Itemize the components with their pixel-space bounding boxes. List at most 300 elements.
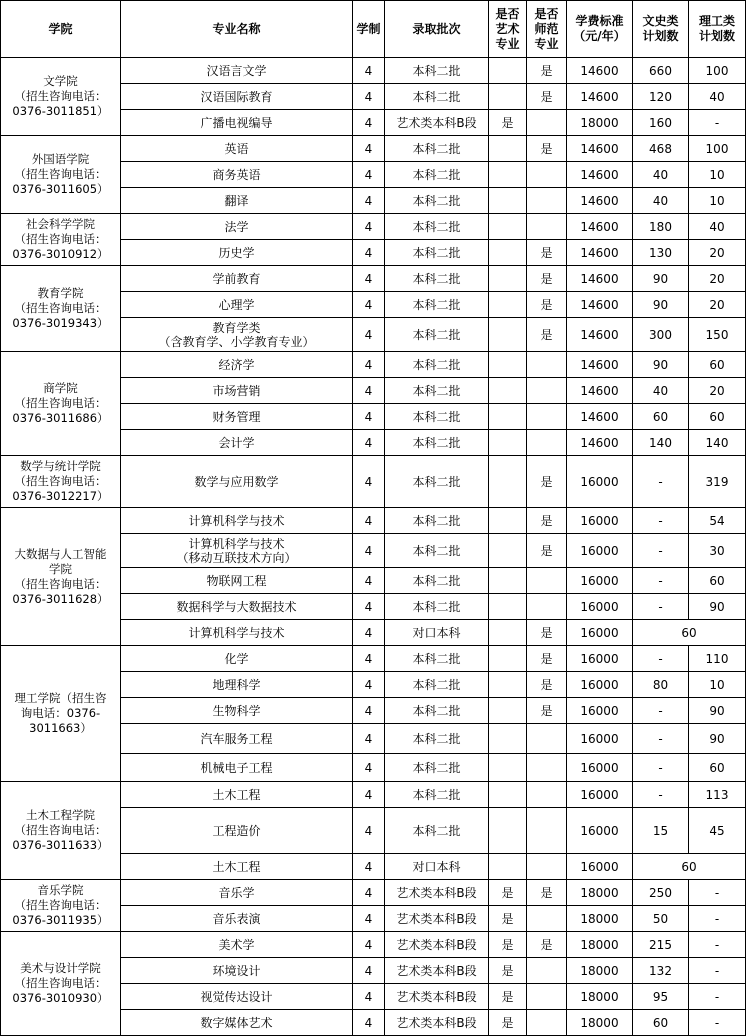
ligong-plan-cell: 60: [689, 404, 746, 430]
wenshi-plan-cell: 90: [633, 352, 689, 378]
table-row: [1, 880, 746, 906]
art-flag-cell: [489, 698, 527, 724]
batch-cell: 艺术类本科B段: [385, 932, 489, 958]
batch-cell: 本科二批: [385, 808, 489, 854]
table-row: [1, 136, 746, 162]
art-flag-cell: 是: [489, 880, 527, 906]
years-cell: 4: [353, 508, 385, 534]
fee-cell: 16000: [567, 808, 633, 854]
college-name: 理工学院（招生咨 询电话：0376- 3011663）: [1, 646, 121, 782]
normal-flag-cell: 是: [527, 698, 567, 724]
college-name: 数学与统计学院 （招生咨询电话： 0376-3012217）: [1, 456, 121, 508]
art-flag-cell: 是: [489, 958, 527, 984]
normal-flag-cell: 是: [527, 266, 567, 292]
batch-cell: 本科二批: [385, 188, 489, 214]
years-cell: 4: [353, 378, 385, 404]
years-cell: 4: [353, 672, 385, 698]
batch-cell: 本科二批: [385, 136, 489, 162]
wenshi-plan-cell: 50: [633, 906, 689, 932]
ligong-plan-cell: 40: [689, 214, 746, 240]
ligong-plan-cell: 20: [689, 292, 746, 318]
major-name: 法学: [121, 214, 353, 240]
wenshi-plan-cell: -: [633, 724, 689, 754]
art-flag-cell: [489, 808, 527, 854]
wenshi-plan-cell: 90: [633, 266, 689, 292]
table-row: [1, 456, 746, 508]
ligong-plan-cell: 10: [689, 188, 746, 214]
wenshi-plan-cell: -: [633, 594, 689, 620]
years-cell: 4: [353, 594, 385, 620]
normal-flag-cell: 是: [527, 136, 567, 162]
combined-plan-cell: 60: [633, 620, 746, 646]
fee-cell: 14600: [567, 162, 633, 188]
years-cell: 4: [353, 456, 385, 508]
wenshi-plan-cell: 40: [633, 188, 689, 214]
batch-cell: 本科二批: [385, 568, 489, 594]
major-name: 学前教育: [121, 266, 353, 292]
fee-cell: 16000: [567, 594, 633, 620]
major-name: 汉语言文学: [121, 58, 353, 84]
art-flag-cell: [489, 292, 527, 318]
major-name: 会计学: [121, 430, 353, 456]
art-flag-cell: [489, 214, 527, 240]
years-cell: 4: [353, 568, 385, 594]
normal-flag-cell: [527, 808, 567, 854]
ligong-plan-cell: 319: [689, 456, 746, 508]
fee-cell: 18000: [567, 984, 633, 1010]
art-flag-cell: [489, 456, 527, 508]
wenshi-plan-cell: -: [633, 698, 689, 724]
major-name: 数学与应用数学: [121, 456, 353, 508]
normal-flag-cell: 是: [527, 880, 567, 906]
batch-cell: 本科二批: [385, 534, 489, 568]
major-name: 汽车服务工程: [121, 724, 353, 754]
art-flag-cell: [489, 240, 527, 266]
major-name: 地理科学: [121, 672, 353, 698]
ligong-plan-cell: 90: [689, 698, 746, 724]
batch-cell: 本科二批: [385, 266, 489, 292]
major-name: 计算机科学与技术: [121, 620, 353, 646]
fee-cell: 16000: [567, 782, 633, 808]
table-row: [1, 782, 746, 808]
art-flag-cell: [489, 782, 527, 808]
ligong-plan-cell: 45: [689, 808, 746, 854]
fee-cell: 18000: [567, 110, 633, 136]
normal-flag-cell: [527, 352, 567, 378]
wenshi-plan-cell: 660: [633, 58, 689, 84]
ligong-plan-cell: 30: [689, 534, 746, 568]
batch-cell: 本科二批: [385, 782, 489, 808]
wenshi-plan-cell: 60: [633, 404, 689, 430]
years-cell: 4: [353, 214, 385, 240]
ligong-plan-cell: -: [689, 880, 746, 906]
fee-cell: 14600: [567, 84, 633, 110]
normal-flag-cell: [527, 430, 567, 456]
years-cell: 4: [353, 958, 385, 984]
normal-flag-cell: [527, 1010, 567, 1036]
years-cell: 4: [353, 932, 385, 958]
major-name: 商务英语: [121, 162, 353, 188]
art-flag-cell: [489, 534, 527, 568]
major-name: 环境设计: [121, 958, 353, 984]
wenshi-plan-cell: -: [633, 456, 689, 508]
ligong-plan-cell: 10: [689, 672, 746, 698]
combined-plan-cell: 60: [633, 854, 746, 880]
years-cell: 4: [353, 240, 385, 266]
normal-flag-cell: 是: [527, 932, 567, 958]
years-cell: 4: [353, 110, 385, 136]
normal-flag-cell: 是: [527, 534, 567, 568]
college-name: 土木工程学院 （招生咨询电话： 0376-3011633）: [1, 782, 121, 880]
batch-cell: 本科二批: [385, 724, 489, 754]
fee-cell: 18000: [567, 1010, 633, 1036]
table-row: [1, 646, 746, 672]
batch-cell: 本科二批: [385, 430, 489, 456]
fee-cell: 16000: [567, 534, 633, 568]
normal-flag-cell: [527, 110, 567, 136]
normal-flag-cell: 是: [527, 318, 567, 352]
normal-flag-cell: [527, 594, 567, 620]
years-cell: 4: [353, 1010, 385, 1036]
normal-flag-cell: [527, 906, 567, 932]
normal-flag-cell: [527, 188, 567, 214]
batch-cell: 本科二批: [385, 292, 489, 318]
fee-cell: 14600: [567, 136, 633, 162]
batch-cell: 本科二批: [385, 352, 489, 378]
fee-cell: 16000: [567, 456, 633, 508]
wenshi-plan-cell: -: [633, 754, 689, 782]
ligong-plan-cell: 60: [689, 568, 746, 594]
years-cell: 4: [353, 430, 385, 456]
normal-flag-cell: 是: [527, 240, 567, 266]
fee-cell: 18000: [567, 958, 633, 984]
ligong-plan-cell: 60: [689, 352, 746, 378]
batch-cell: 本科二批: [385, 508, 489, 534]
wenshi-plan-cell: 95: [633, 984, 689, 1010]
college-name: 商学院 （招生咨询电话： 0376-3011686）: [1, 352, 121, 456]
college-name: 文学院 （招生咨询电话： 0376-3011851）: [1, 58, 121, 136]
wenshi-plan-cell: 80: [633, 672, 689, 698]
header-art: 是否 艺术 专业: [489, 1, 527, 58]
batch-cell: 本科二批: [385, 404, 489, 430]
fee-cell: 16000: [567, 724, 633, 754]
fee-cell: 16000: [567, 854, 633, 880]
years-cell: 4: [353, 646, 385, 672]
art-flag-cell: [489, 404, 527, 430]
batch-cell: 对口本科: [385, 854, 489, 880]
table-row: [1, 266, 746, 292]
batch-cell: 本科二批: [385, 754, 489, 782]
ligong-plan-cell: 100: [689, 58, 746, 84]
major-name: 汉语国际教育: [121, 84, 353, 110]
art-flag-cell: 是: [489, 906, 527, 932]
art-flag-cell: [489, 430, 527, 456]
normal-flag-cell: 是: [527, 672, 567, 698]
ligong-plan-cell: 40: [689, 84, 746, 110]
wenshi-plan-cell: 140: [633, 430, 689, 456]
major-name: 化学: [121, 646, 353, 672]
batch-cell: 本科二批: [385, 378, 489, 404]
fee-cell: 16000: [567, 508, 633, 534]
table-row: [1, 508, 746, 534]
wenshi-plan-cell: 120: [633, 84, 689, 110]
ligong-plan-cell: -: [689, 1010, 746, 1036]
major-name: 土木工程: [121, 854, 353, 880]
art-flag-cell: [489, 378, 527, 404]
ligong-plan-cell: -: [689, 110, 746, 136]
art-flag-cell: 是: [489, 1010, 527, 1036]
table-row: [1, 352, 746, 378]
years-cell: 4: [353, 352, 385, 378]
art-flag-cell: [489, 594, 527, 620]
fee-cell: 16000: [567, 620, 633, 646]
wenshi-plan-cell: 40: [633, 162, 689, 188]
fee-cell: 18000: [567, 906, 633, 932]
header-major: 专业名称: [121, 1, 353, 58]
college-name: 美术与设计学院 （招生咨询电话： 0376-3010930）: [1, 932, 121, 1036]
normal-flag-cell: 是: [527, 456, 567, 508]
batch-cell: 本科二批: [385, 240, 489, 266]
fee-cell: 16000: [567, 698, 633, 724]
college-name: 外国语学院 （招生咨询电话： 0376-3011605）: [1, 136, 121, 214]
normal-flag-cell: 是: [527, 646, 567, 672]
normal-flag-cell: [527, 754, 567, 782]
wenshi-plan-cell: -: [633, 534, 689, 568]
batch-cell: 本科二批: [385, 456, 489, 508]
fee-cell: 14600: [567, 378, 633, 404]
ligong-plan-cell: 110: [689, 646, 746, 672]
art-flag-cell: 是: [489, 932, 527, 958]
major-name: 工程造价: [121, 808, 353, 854]
table-row: [1, 932, 746, 958]
major-name: 财务管理: [121, 404, 353, 430]
table-row: [1, 214, 746, 240]
batch-cell: 艺术类本科B段: [385, 958, 489, 984]
normal-flag-cell: 是: [527, 292, 567, 318]
batch-cell: 本科二批: [385, 646, 489, 672]
major-name: 物联网工程: [121, 568, 353, 594]
art-flag-cell: [489, 266, 527, 292]
batch-cell: 本科二批: [385, 318, 489, 352]
art-flag-cell: [489, 568, 527, 594]
major-name: 教育学类 （含教育学、小学教育专业）: [121, 318, 353, 352]
major-name: 土木工程: [121, 782, 353, 808]
fee-cell: 14600: [567, 240, 633, 266]
years-cell: 4: [353, 984, 385, 1010]
ligong-plan-cell: 100: [689, 136, 746, 162]
wenshi-plan-cell: 468: [633, 136, 689, 162]
batch-cell: 艺术类本科B段: [385, 984, 489, 1010]
normal-flag-cell: [527, 958, 567, 984]
major-name: 市场营销: [121, 378, 353, 404]
fee-cell: 14600: [567, 214, 633, 240]
college-name: 音乐学院 （招生咨询电话： 0376-3011935）: [1, 880, 121, 932]
normal-flag-cell: 是: [527, 84, 567, 110]
major-name: 视觉传达设计: [121, 984, 353, 1010]
art-flag-cell: [489, 724, 527, 754]
normal-flag-cell: [527, 404, 567, 430]
batch-cell: 本科二批: [385, 594, 489, 620]
ligong-plan-cell: -: [689, 958, 746, 984]
art-flag-cell: [489, 84, 527, 110]
batch-cell: 本科二批: [385, 58, 489, 84]
batch-cell: 艺术类本科B段: [385, 906, 489, 932]
major-name: 心理学: [121, 292, 353, 318]
normal-flag-cell: 是: [527, 58, 567, 84]
fee-cell: 14600: [567, 58, 633, 84]
major-name: 音乐表演: [121, 906, 353, 932]
art-flag-cell: [489, 508, 527, 534]
fee-cell: 16000: [567, 754, 633, 782]
major-name: 历史学: [121, 240, 353, 266]
years-cell: 4: [353, 782, 385, 808]
fee-cell: 14600: [567, 266, 633, 292]
years-cell: 4: [353, 620, 385, 646]
fee-cell: 14600: [567, 318, 633, 352]
wenshi-plan-cell: -: [633, 568, 689, 594]
art-flag-cell: [489, 754, 527, 782]
years-cell: 4: [353, 754, 385, 782]
normal-flag-cell: 是: [527, 508, 567, 534]
wenshi-plan-cell: -: [633, 508, 689, 534]
major-name: 计算机科学与技术: [121, 508, 353, 534]
fee-cell: 16000: [567, 672, 633, 698]
college-name: 教育学院 （招生咨询电话： 0376-3019343）: [1, 266, 121, 352]
major-name: 音乐学: [121, 880, 353, 906]
fee-cell: 18000: [567, 880, 633, 906]
wenshi-plan-cell: 250: [633, 880, 689, 906]
wenshi-plan-cell: 130: [633, 240, 689, 266]
fee-cell: 16000: [567, 646, 633, 672]
years-cell: 4: [353, 266, 385, 292]
header-years: 学制: [353, 1, 385, 58]
normal-flag-cell: [527, 568, 567, 594]
fee-cell: 14600: [567, 292, 633, 318]
normal-flag-cell: [527, 984, 567, 1010]
header-college: 学院: [1, 1, 121, 58]
ligong-plan-cell: 20: [689, 378, 746, 404]
major-name: 美术学: [121, 932, 353, 958]
header-batch: 录取批次: [385, 1, 489, 58]
batch-cell: 艺术类本科B段: [385, 1010, 489, 1036]
art-flag-cell: [489, 646, 527, 672]
normal-flag-cell: [527, 214, 567, 240]
years-cell: 4: [353, 906, 385, 932]
years-cell: 4: [353, 808, 385, 854]
major-name: 生物科学: [121, 698, 353, 724]
art-flag-cell: [489, 58, 527, 84]
batch-cell: 艺术类本科B段: [385, 880, 489, 906]
normal-flag-cell: [527, 162, 567, 188]
ligong-plan-cell: 10: [689, 162, 746, 188]
art-flag-cell: [489, 620, 527, 646]
years-cell: 4: [353, 162, 385, 188]
ligong-plan-cell: 54: [689, 508, 746, 534]
fee-cell: 14600: [567, 352, 633, 378]
table-body: [1, 58, 746, 1036]
fee-cell: 14600: [567, 404, 633, 430]
years-cell: 4: [353, 292, 385, 318]
college-name: 社会科学学院 （招生咨询电话： 0376-3010912）: [1, 214, 121, 266]
wenshi-plan-cell: -: [633, 646, 689, 672]
years-cell: 4: [353, 724, 385, 754]
fee-cell: 14600: [567, 430, 633, 456]
ligong-plan-cell: 60: [689, 754, 746, 782]
batch-cell: 本科二批: [385, 162, 489, 188]
batch-cell: 对口本科: [385, 620, 489, 646]
wenshi-plan-cell: -: [633, 782, 689, 808]
art-flag-cell: 是: [489, 110, 527, 136]
ligong-plan-cell: -: [689, 906, 746, 932]
art-flag-cell: [489, 672, 527, 698]
table-row: [1, 58, 746, 84]
normal-flag-cell: [527, 378, 567, 404]
ligong-plan-cell: -: [689, 932, 746, 958]
table-header-row: [1, 1, 746, 58]
years-cell: 4: [353, 84, 385, 110]
wenshi-plan-cell: 15: [633, 808, 689, 854]
art-flag-cell: 是: [489, 984, 527, 1010]
ligong-plan-cell: 150: [689, 318, 746, 352]
batch-cell: 本科二批: [385, 672, 489, 698]
major-name: 经济学: [121, 352, 353, 378]
years-cell: 4: [353, 404, 385, 430]
major-name: 数字媒体艺术: [121, 1010, 353, 1036]
wenshi-plan-cell: 40: [633, 378, 689, 404]
years-cell: 4: [353, 58, 385, 84]
major-name: 广播电视编导: [121, 110, 353, 136]
wenshi-plan-cell: 132: [633, 958, 689, 984]
batch-cell: 本科二批: [385, 214, 489, 240]
batch-cell: 本科二批: [385, 84, 489, 110]
normal-flag-cell: [527, 854, 567, 880]
ligong-plan-cell: 20: [689, 266, 746, 292]
years-cell: 4: [353, 854, 385, 880]
normal-flag-cell: [527, 724, 567, 754]
wenshi-plan-cell: 60: [633, 1010, 689, 1036]
years-cell: 4: [353, 534, 385, 568]
header-fee: 学费标准 （元/年）: [567, 1, 633, 58]
major-name: 英语: [121, 136, 353, 162]
art-flag-cell: [489, 318, 527, 352]
wenshi-plan-cell: 300: [633, 318, 689, 352]
years-cell: 4: [353, 188, 385, 214]
art-flag-cell: [489, 136, 527, 162]
fee-cell: 14600: [567, 188, 633, 214]
ligong-plan-cell: 140: [689, 430, 746, 456]
major-name: 翻译: [121, 188, 353, 214]
major-name: 机械电子工程: [121, 754, 353, 782]
college-name: 大数据与人工智能 学院 （招生咨询电话： 0376-3011628）: [1, 508, 121, 646]
wenshi-plan-cell: 160: [633, 110, 689, 136]
ligong-plan-cell: 90: [689, 724, 746, 754]
header-wenshi: 文史类 计划数: [633, 1, 689, 58]
batch-cell: 艺术类本科B段: [385, 110, 489, 136]
ligong-plan-cell: -: [689, 984, 746, 1010]
wenshi-plan-cell: 90: [633, 292, 689, 318]
major-name: 数据科学与大数据技术: [121, 594, 353, 620]
years-cell: 4: [353, 318, 385, 352]
fee-cell: 18000: [567, 932, 633, 958]
ligong-plan-cell: 20: [689, 240, 746, 266]
years-cell: 4: [353, 698, 385, 724]
major-name: 计算机科学与技术 （移动互联技术方向）: [121, 534, 353, 568]
normal-flag-cell: [527, 782, 567, 808]
header-ligong: 理工类 计划数: [689, 1, 746, 58]
art-flag-cell: [489, 352, 527, 378]
batch-cell: 本科二批: [385, 698, 489, 724]
wenshi-plan-cell: 215: [633, 932, 689, 958]
